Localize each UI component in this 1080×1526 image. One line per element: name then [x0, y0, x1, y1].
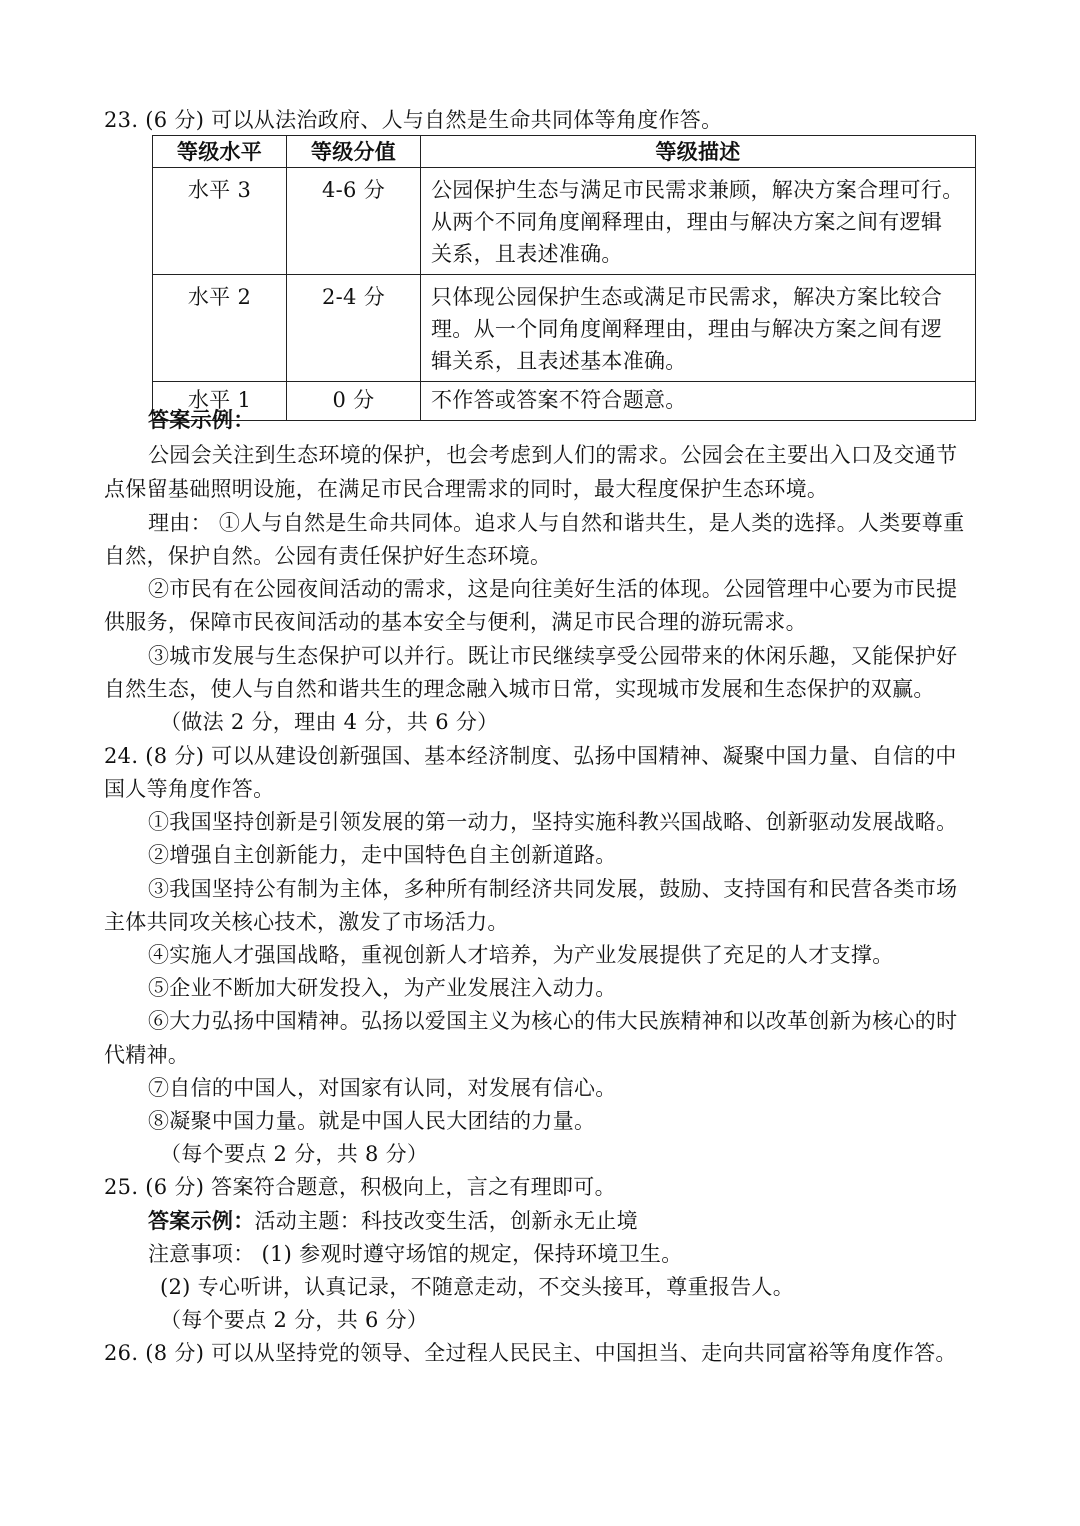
- answer-line: 国人等角度作答。: [104, 777, 275, 801]
- score-note: （做法 2 分，理由 4 分，共 6 分）: [160, 710, 499, 734]
- description-cell: [421, 168, 976, 275]
- score-note: （每个要点 2 分，共 8 分）: [160, 1142, 429, 1166]
- q23-example-label: 答案示例：: [148, 407, 255, 432]
- answer-line: ⑧凝聚中国力量。就是中国人民大团结的力量。: [148, 1109, 596, 1133]
- q25-header: 25. (6 分) 答案符合题意，积极向上，言之有理即可。: [104, 1175, 616, 1199]
- description-cell: [421, 275, 976, 382]
- table-row: [153, 168, 976, 275]
- table-row: [153, 382, 976, 421]
- level-cell: 水平 3: [153, 168, 287, 275]
- answer-line: 注意事项： (1) 参观时遵守场馆的规定，保持环境卫生。: [148, 1242, 683, 1266]
- q26-header: 26. (8 分) 可以从坚持党的领导、全过程人民民主、中国担当、走向共同富裕等角度作答。: [104, 1341, 957, 1365]
- score-note: （每个要点 2 分，共 6 分）: [160, 1308, 429, 1332]
- answer-line: ②增强自主创新能力，走中国特色自主创新道路。: [148, 843, 617, 867]
- score-cell: 0 分: [287, 382, 421, 421]
- answer-line: 点保留基础照明设施，在满足市民合理需求的同时，最大程度保护生态环境。: [104, 477, 829, 501]
- answer-line: ⑦自信的中国人，对国家有认同，对发展有信心。: [148, 1076, 617, 1100]
- table-header-row: [153, 136, 976, 168]
- table-row: [153, 275, 976, 382]
- answer-line: 代精神。: [104, 1043, 190, 1067]
- answer-line: ④实施人才强国战略，重视创新人才培养，为产业发展提供了充足的人才支撑。: [148, 943, 894, 967]
- answer-line: ③我国坚持公有制为主体，多种所有制经济共同发展，鼓励、支持国有和民营各类市场: [148, 877, 958, 901]
- answer-line: 自然，保护自然。公园有责任保护好生态环境。: [104, 544, 552, 568]
- description-line: 公园保护生态与满足市民需求兼顾，解决方案合理可行。: [431, 178, 964, 202]
- answer-line: ③城市发展与生态保护可以并行。既让市民继续享受公园带来的休闲乐趣，又能保护好: [148, 644, 958, 668]
- description-line: 关系，且表述准确。: [431, 242, 623, 266]
- description-line: 只体现公园保护生态或满足市民需求，解决方案比较合: [431, 285, 943, 309]
- description-line: 理。从一个同角度阐释理由，理由与解决方案之间有逻: [431, 317, 943, 341]
- level-cell: 水平 2: [153, 275, 287, 382]
- q25-example: [148, 1206, 638, 1236]
- description-line: 不作答或答案不符合题意。: [431, 388, 687, 412]
- q23-header: 23. (6 分) 可以从法治政府、人与自然是生命共同体等角度作答。: [104, 108, 723, 132]
- score-cell: 2-4 分: [287, 275, 421, 382]
- level-cell: 水平 1: [153, 382, 287, 421]
- answer-line: ②市民有在公园夜间活动的需求，这是向往美好生活的体现。公园管理中心要为市民提: [148, 577, 958, 601]
- answer-line: 自然生态，使人与自然和谐共生的理念融入城市日常，实现城市发展和生态保护的双赢。: [104, 677, 935, 701]
- q25-example-label: 答案示例：: [148, 1208, 255, 1233]
- answer-line: 供服务，保障市民夜间活动的基本安全与便利，满足市民合理的游玩需求。: [104, 610, 807, 634]
- q23-grading-table: [152, 135, 976, 421]
- description-line: 从两个不同角度阐释理由，理由与解决方案之间有逻辑: [431, 210, 943, 234]
- q25-example-text: 活动主题：科技改变生活，创新永无止境: [254, 1209, 638, 1233]
- description-line: 辑关系，且表述基本准确。: [431, 349, 687, 373]
- column-header-level: 等级水平: [153, 136, 287, 168]
- answer-line: 理由： ①人与自然是生命共同体。追求人与自然和谐共生，是人类的选择。人类要尊重: [148, 511, 965, 535]
- score-cell: 4-6 分: [287, 168, 421, 275]
- answer-line: ⑥大力弘扬中国精神。弘扬以爱国主义为核心的伟大民族精神和以改革创新为核心的时: [148, 1009, 958, 1033]
- q24-header: 24. (8 分) 可以从建设创新强国、基本经济制度、弘扬中国精神、凝聚中国力量、自信的中: [104, 744, 957, 768]
- answer-line: (2) 专心听讲，认真记录，不随意走动，不交头接耳，尊重报告人。: [160, 1275, 795, 1299]
- answer-line: 公园会关注到生态环境的保护，也会考虑到人们的需求。公园会在主要出入口及交通节: [148, 443, 958, 467]
- answer-line: 主体共同攻关核心技术，激发了市场活力。: [104, 910, 509, 934]
- answer-line: ⑤企业不断加大研发投入，为产业发展注入动力。: [148, 976, 617, 1000]
- description-cell: [421, 382, 976, 421]
- column-header-score: 等级分值: [287, 136, 421, 168]
- column-header-description: 等级描述: [421, 136, 976, 168]
- answer-line: ①我国坚持创新是引领发展的第一动力，坚持实施科教兴国战略、创新驱动发展战略。: [148, 810, 958, 834]
